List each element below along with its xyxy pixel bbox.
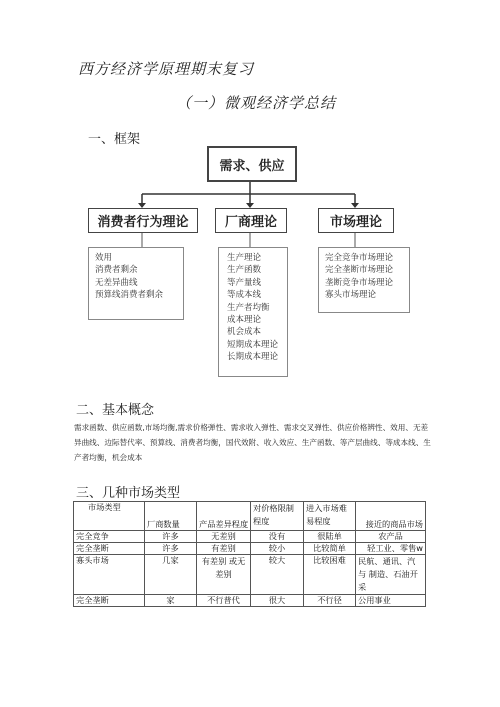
table-header-cell: 市场类型 [74, 502, 145, 531]
table-cell: 家 [145, 595, 197, 607]
list-item: 等成本线 [227, 290, 262, 301]
table-cell: 比较简单 [304, 543, 356, 555]
list-item: 寡头市场理论 [325, 290, 377, 301]
table-cell: 许多 [145, 543, 197, 555]
list-item: 成本理论 [227, 315, 262, 326]
concepts-paragraph: 需求函数、供应函数,市场均衡,需求价格弹性、需求收入弹性、需求交叉弹性、供应价格辨性、效用、无差异曲线、边际替代率、预算线、消费者均衡，国代效附、收入效应、生产函数、等产层曲线、等成本线、生产者均衡，机会成本 [74, 423, 431, 462]
table-cell: 比较困难 [304, 555, 356, 595]
table-cell: 很大 [251, 595, 304, 607]
table-cell: 完全竞争 [74, 531, 145, 543]
table-cell: 公用事业 [356, 595, 426, 607]
list-item: 完全垄断市场理论 [325, 265, 394, 276]
list-item: 生产者均衡 [227, 302, 270, 313]
table-header-cell: 厂商数量 [145, 502, 197, 531]
list-item: 生产理论 [227, 253, 262, 263]
table-cell: 民航、通讯、汽与 制造、石油开采 [356, 555, 426, 595]
market-types-table [73, 501, 426, 607]
diagram-top-node: 需求、供应 [207, 146, 297, 182]
list-item: 预算线消费者剩余 [95, 290, 164, 301]
table-row [74, 531, 426, 543]
table-cell: 较小 [251, 543, 304, 555]
table-header-cell: 对价格限制程度 [251, 502, 304, 531]
table-cell: 不行径 [304, 595, 356, 607]
table-row [74, 595, 426, 607]
table-cell: 完全垄断 [74, 595, 145, 607]
list-item: 完全竞争市场理论 [325, 253, 394, 263]
table-cell: 轻工业、零售w [356, 543, 426, 555]
list-item: 长期成本理论 [227, 352, 279, 363]
list-item: 机会成本 [227, 327, 262, 338]
list-item: 无差异曲线 [95, 277, 138, 288]
table-cell: 有差别 [197, 543, 251, 555]
diagram-node-market: 市场理论 [318, 208, 394, 233]
table-cell: 无差别 [197, 531, 251, 543]
table-cell: 不行普代 [197, 595, 251, 607]
table-row [74, 543, 426, 555]
firm-theory-list [218, 247, 288, 377]
table-cell: 农产品 [356, 531, 426, 543]
document-subtitle: （一）微观经济学总结 [176, 94, 337, 112]
list-item: 消费者剩余 [95, 265, 138, 276]
table-header-cell: 产品差异程度 [197, 502, 251, 531]
consumer-theory-list [88, 247, 184, 320]
list-item: 垄断竞争市场理论 [325, 277, 394, 288]
table-cell: 较大 [251, 555, 304, 595]
table-row [74, 555, 426, 595]
table-header-cell: 进入市场难易程度 [304, 502, 356, 531]
document-title: 西方经济学原理期末复习 [78, 60, 255, 78]
market-theory-list [318, 247, 410, 313]
section-framework-heading: 一、框架 [88, 132, 141, 147]
list-item: 生产函数 [227, 265, 262, 276]
table-cell: 有差别 或无差别 [197, 555, 251, 595]
table-cell: 几家 [145, 555, 197, 595]
table-cell: 寡头市场 [74, 555, 145, 595]
table-header-cell: 接近的商品市场 [356, 502, 426, 531]
section-market-types-heading: 三、几种市场类型 [76, 486, 181, 501]
table-header-row [74, 502, 426, 531]
list-item: 等产量线 [227, 277, 262, 288]
table-cell: 许多 [145, 531, 197, 543]
diagram-node-consumer: 消费者行为理论 [88, 208, 198, 233]
table-cell: 没有 [251, 531, 304, 543]
table-cell: 完全垄断 [74, 543, 145, 555]
section-concepts-heading: 二、基本概念 [76, 403, 155, 418]
list-item: 效用 [95, 253, 113, 263]
diagram-node-firm: 厂商理论 [215, 208, 287, 233]
list-item: 短期成本理论 [227, 339, 279, 350]
table-cell: 很陆单 [304, 531, 356, 543]
